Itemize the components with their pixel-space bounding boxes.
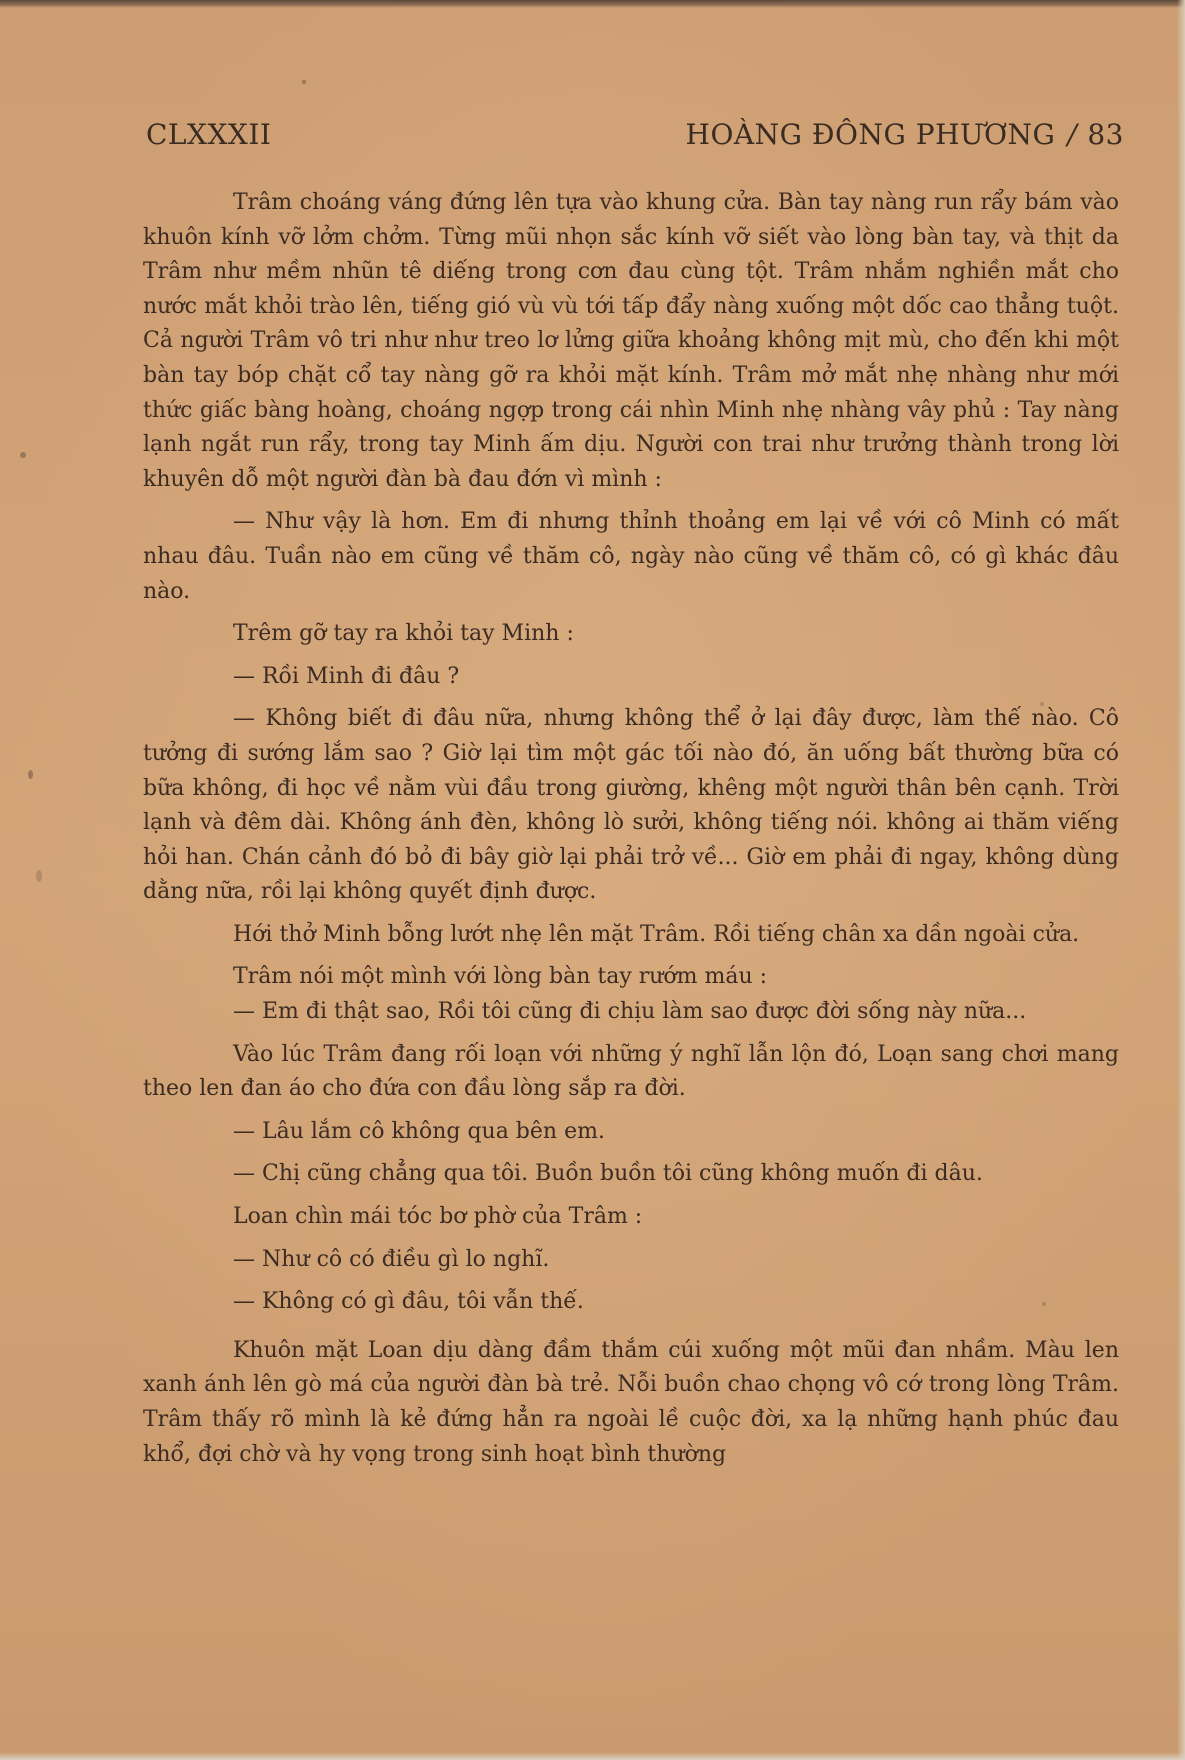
paragraph: — Lâu lắm cô không qua bên em. [233,1118,605,1144]
bottom-edge [0,1752,1185,1760]
paragraph: — Như vậy là hơn. Em đi nhưng thỉnh thoảng em lại về với cô Minh có mất nhau đâu. Tuần nào em cũng về thăm cô, ngày nào cũng về thăm cô, có gì khác đâu nào. [143,509,1119,604]
paragraph: Trâm choáng váng đứng lên tựa vào khung cửa. Bàn tay nàng run rẩy bám vào khuôn kính vỡ lởm chởm. Từng mũi nhọn sắc kính vỡ siết vào lòng bàn tay, và thịt da Trâm như mềm nhũn tê diếng trong cơn đau cùng tột. Trâm nhắm nghiền mắt cho nước mắt khỏi trào lên, tiếng gió vù vù tới tấp đẩy nàng xuống một dốc cao thẳng tuột. Cả người Trâm vô tri như như treo lơ lửng giữa khoảng không mịt mù, cho đến khi một bàn tay bóp chặt cổ tay nàng gỡ ra khỏi mặt kính. Trâm mở mắt nhẹ nhàng như mới thức giấc bàng hoàng, choáng ngợp trong cái nhìn Minh nhẹ nhàng vây phủ : Tay nàng lạnh ngắt run rẩy, trong tay Minh ấm dịu. Người con trai như trưởng thành trong lời khuyên dỗ một người đàn bà đau đớn vì mình : [143,190,1119,492]
chapter-number: CLXXXII [146,118,272,151]
paragraph: — Rồi Minh đi đâu ? [233,663,460,689]
paragraph: Vào lúc Trâm đang rối loạn với những ý nghĩ lẫn lộn đó, Loạn sang chơi mang theo len đan áo cho đứa con đầu lòng sắp ra đời. [143,1041,1119,1102]
paper-speck [1040,702,1044,706]
paragraph: — Như cô có điều gì lo nghĩ. [233,1246,550,1272]
right-edge [1177,0,1185,1760]
paragraph: — Chị cũng chẳng qua tôi. Buồn buồn tôi cũng không muốn đi dâu. [233,1161,983,1187]
paper-speck [36,870,42,882]
paragraph: Khuôn mặt Loan dịu dàng đầm thắm cúi xuống một mũi đan nhầm. Màu len xanh ánh lên gò má của người đàn bà trẻ. Nỗi buồn chao chọng vô cớ trong lòng Trâm. Trâm thấy rõ mình là kẻ đứng hẳn ra ngoài lề cuộc đời, xa lạ những hạnh phúc đau khổ, đợi chờ và hy vọng trong sinh hoạt bình thường [143,1337,1119,1467]
paper-speck [28,770,33,779]
paragraph: — Không có gì đâu, tôi vẫn thế. [233,1289,584,1315]
paper-speck [20,452,26,458]
header-right [686,118,1124,151]
body-text [143,186,1119,1472]
paper-speck [1042,1302,1046,1306]
paragraph: Loan chìn mái tóc bơ phờ của Trâm : [233,1204,643,1230]
author-name: HOÀNG ĐÔNG PHƯƠNG [685,118,1056,151]
paragraph: Trâm nói một mình với lòng bàn tay rướm máu : [233,964,768,990]
paper-speck [302,80,306,84]
paragraph: Hới thở Minh bỗng lướt nhẹ lên mặt Trâm. Rồi tiếng chân xa dần ngoài cửa. [233,921,1080,947]
running-header [146,118,1124,158]
header-separator: / [1067,118,1078,151]
top-edge [0,0,1185,8]
paragraph: — Em đi thật sao, Rồi tôi cũng đi chịu làm sao được đời sống này nữa... [233,999,1027,1025]
page-number: 83 [1087,118,1124,151]
paragraph: — Không biết đi đâu nữa, nhưng không thể ở lại đây được, làm thế nào. Cô tưởng đi sướng lắm sao ? Giờ lại tìm một gác tối nào đó, ăn uống bất thường bữa có bữa không, đi học về nằm vùi đầu trong giường, khêng một người thân bên cạnh. Trời lạnh và đêm dài. Không ánh đèn, không lò sưởi, không tiếng nói. không ai thăm viếng hỏi han. Chán cảnh đó bỏ đi bây giờ lại phải trở về... Giờ em phải đi ngay, không dùng dằng nữa, rồi lại không quyết định được. [143,706,1119,905]
paragraph: Trêm gỡ tay ra khỏi tay Minh : [233,621,574,647]
